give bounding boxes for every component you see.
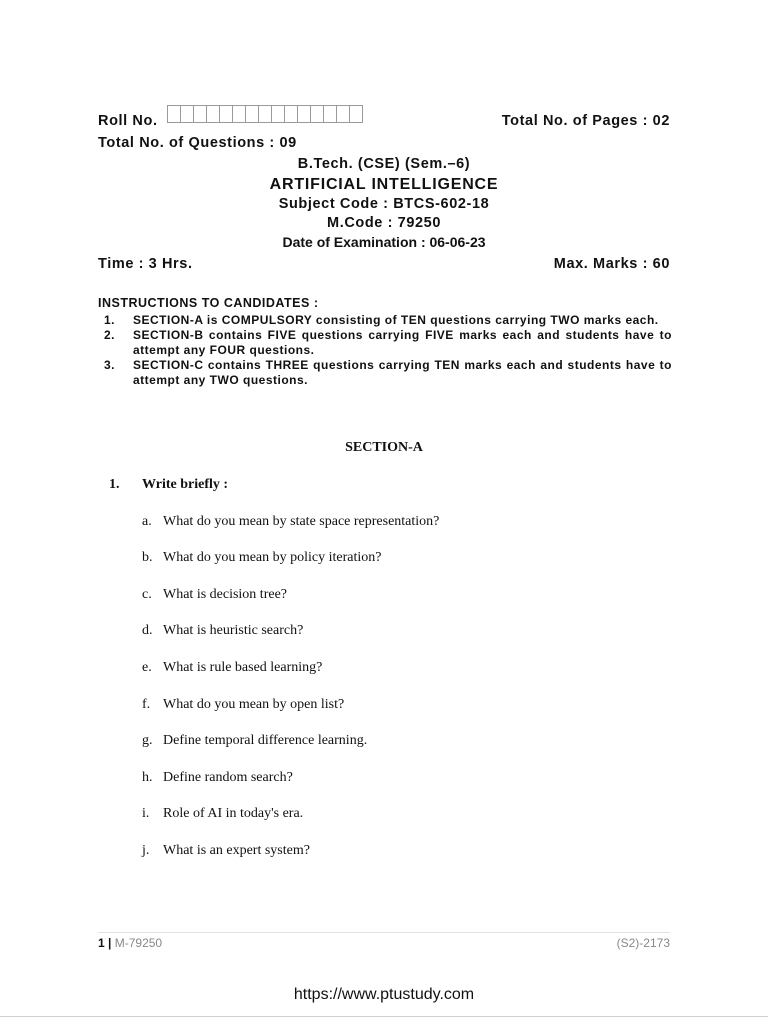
sub-question-text: What do you mean by state space representation?: [163, 514, 440, 529]
subject-title: ARTIFICIAL INTELLIGENCE: [269, 176, 499, 193]
sub-question-text: What do you mean by open list?: [163, 697, 345, 712]
roll-box[interactable]: [297, 105, 311, 123]
sub-question-text: Define temporal difference learning.: [163, 733, 368, 748]
sub-question-letter: b.: [142, 550, 153, 565]
sub-question: [142, 550, 382, 566]
roll-box[interactable]: [271, 105, 285, 123]
roll-box[interactable]: [284, 105, 298, 123]
sub-question-letter: d.: [142, 623, 153, 638]
roll-box[interactable]: [219, 105, 233, 123]
roll-box[interactable]: [245, 105, 259, 123]
footer-divider: [98, 932, 670, 933]
instruction-number: 2.: [104, 328, 116, 342]
footer-m-code: M-79250: [114, 936, 163, 950]
subject-code: Subject Code : BTCS-602-18: [278, 196, 490, 212]
instruction-text: SECTION-A is COMPULSORY consisting of TEN questions carrying TWO marks each.: [133, 313, 659, 327]
sub-question-letter: a.: [142, 514, 152, 529]
sub-question: [142, 806, 303, 822]
instruction-number: 1.: [104, 313, 116, 327]
instructions-title: INSTRUCTIONS TO CANDIDATES :: [98, 296, 319, 310]
sub-question-text: What is decision tree?: [163, 587, 288, 602]
instructions-list: [98, 313, 672, 388]
section-a-title: SECTION-A: [345, 440, 423, 455]
sub-question-letter: g.: [142, 733, 153, 748]
roll-box[interactable]: [310, 105, 324, 123]
total-pages: Total No. of Pages : 02: [501, 113, 670, 129]
roll-box[interactable]: [167, 105, 181, 123]
instruction-text: SECTION-C contains THREE questions carrying TEN marks each and students have to attempt any TWO questions.: [133, 358, 672, 387]
sub-question: [142, 660, 322, 676]
roll-box[interactable]: [336, 105, 350, 123]
instruction-text: SECTION-B contains FIVE questions carrying FIVE marks each and students have to attempt any FOUR questions.: [133, 328, 672, 357]
footer-code: (S2)-2173: [616, 936, 670, 950]
footer-url-link[interactable]: https://www.ptustudy.com: [293, 986, 475, 1003]
instruction-number: 3.: [104, 358, 116, 372]
sub-question-letter: c.: [142, 587, 152, 602]
sub-question-letter: f.: [142, 697, 151, 712]
footer-left: [98, 936, 162, 950]
sub-question-text: What is rule based learning?: [163, 660, 323, 675]
page-bottom-divider: [0, 1016, 768, 1017]
instruction-item: [98, 328, 672, 358]
course-line: B.Tech. (CSE) (Sem.–6): [297, 156, 471, 172]
roll-box[interactable]: [206, 105, 220, 123]
sub-question-text: What is heuristic search?: [163, 623, 304, 638]
roll-no-label: Roll No.: [98, 113, 158, 129]
roll-box[interactable]: [349, 105, 363, 123]
page-number: 1: [98, 936, 105, 950]
sub-question-text: What is an expert system?: [163, 843, 310, 858]
sub-question-text: Define random search?: [163, 770, 293, 785]
time-label: Time : 3 Hrs.: [98, 256, 193, 272]
sub-question-letter: i.: [142, 806, 150, 821]
exam-date: Date of Examination : 06-06-23: [282, 234, 486, 250]
roll-box[interactable]: [232, 105, 246, 123]
roll-box[interactable]: [180, 105, 194, 123]
question-text: Write briefly :: [142, 477, 229, 492]
instruction-item: [98, 313, 672, 328]
roll-box[interactable]: [258, 105, 272, 123]
roll-no-boxes[interactable]: [167, 105, 362, 123]
sub-question: [142, 514, 439, 530]
sub-question-letter: j.: [142, 843, 150, 858]
sub-question: [142, 733, 367, 749]
roll-box[interactable]: [323, 105, 337, 123]
sub-question-text: Role of AI in today's era.: [163, 806, 304, 821]
sub-question: [142, 697, 344, 713]
sub-question: [142, 843, 310, 859]
m-code: M.Code : 79250: [327, 215, 441, 231]
sub-question: [142, 587, 287, 603]
total-questions: Total No. of Questions : 09: [98, 135, 297, 151]
roll-box[interactable]: [193, 105, 207, 123]
sub-question-letter: h.: [142, 770, 153, 785]
footer-separator: |: [108, 936, 112, 950]
sub-question-text: What do you mean by policy iteration?: [163, 550, 382, 565]
question-number: 1.: [109, 477, 120, 492]
sub-question: [142, 623, 303, 639]
instruction-item: [98, 358, 672, 388]
max-marks: Max. Marks : 60: [553, 256, 670, 272]
sub-question-letter: e.: [142, 660, 152, 675]
sub-question: [142, 770, 293, 786]
